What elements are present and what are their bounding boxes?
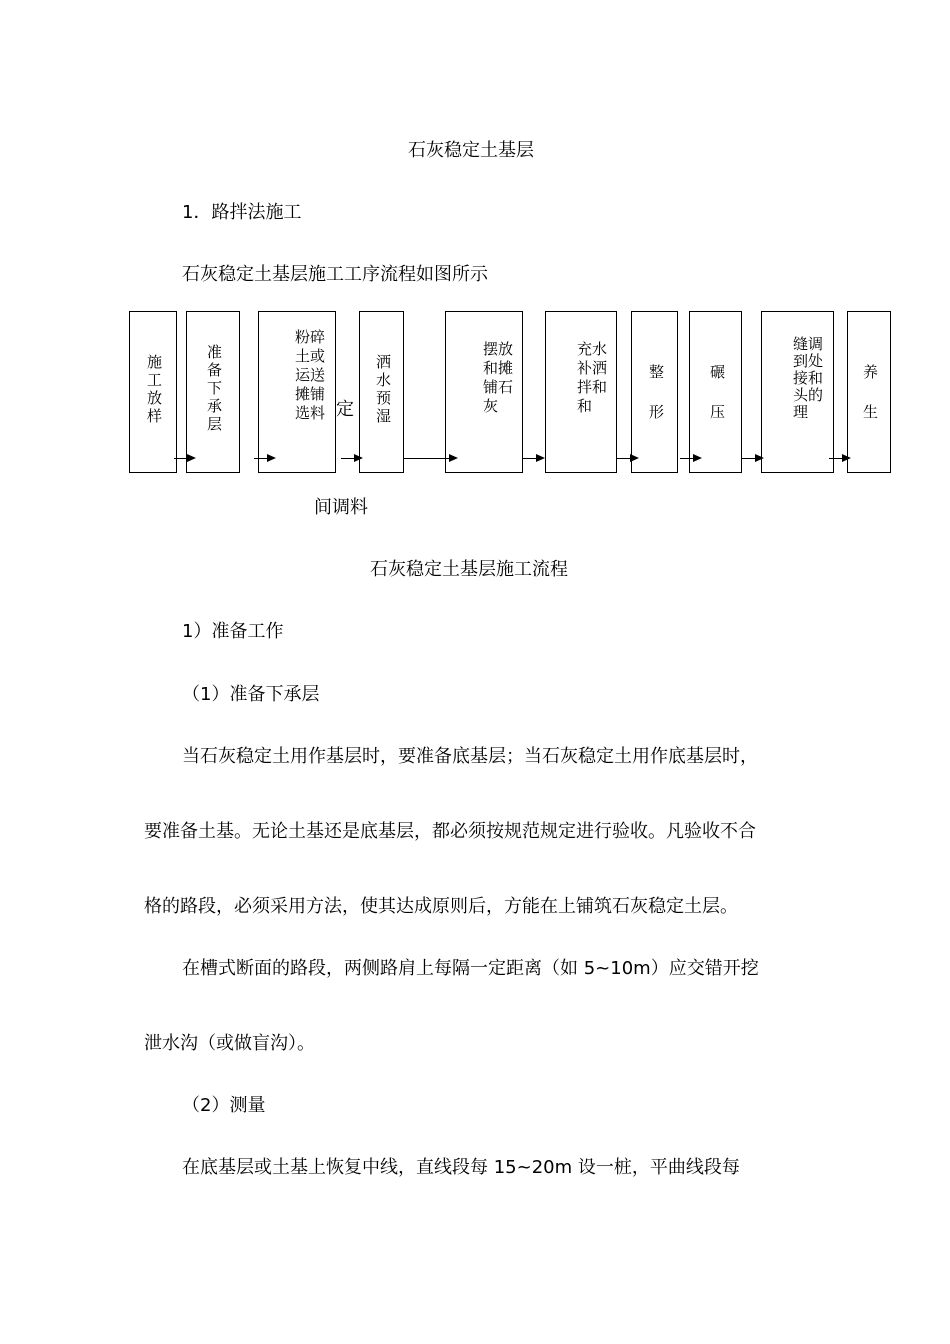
- flow-step-label: 准备下承层: [205, 344, 223, 434]
- flow-step-label: 摆放和摊铺石灰: [483, 340, 514, 415]
- flow-arrow: [742, 458, 762, 459]
- flow-step-label: 整 形: [647, 364, 665, 429]
- doc-title: 石灰稳定土基层: [408, 140, 534, 161]
- section-heading: 1．路拌法施工: [182, 202, 302, 223]
- flow-step-box: [445, 311, 523, 473]
- paragraph-line: 在槽式断面的路段，两侧路肩上每隔一定距离（如 5~10m）应交错开挖: [182, 958, 759, 979]
- flow-step-box: [545, 311, 617, 473]
- paragraph-line: 泄水沟（或做盲沟）。: [144, 1033, 315, 1054]
- flow-step-label: 施工放样: [145, 354, 163, 426]
- flow-arrow: [829, 458, 849, 459]
- flow-step-label: 粉碎土或运送摊铺选料: [295, 328, 326, 422]
- flow-arrow: [617, 458, 637, 459]
- flow-step-box: [186, 311, 240, 473]
- paragraph-line: 当石灰稳定土用作基层时，要准备底基层；当石灰稳定土用作底基层时，: [182, 746, 758, 767]
- flow-caption: 石灰稳定土基层施工流程: [370, 559, 568, 580]
- flow-arrow: [680, 458, 700, 459]
- subheading-underlayer: （1）准备下承层: [182, 684, 320, 705]
- flow-step-label: 养 生: [861, 364, 879, 429]
- flow-step-label: 碾 压: [708, 364, 726, 429]
- flow-step-box: [631, 311, 678, 473]
- overlapping-fragment: 定: [336, 399, 354, 420]
- paragraph-line: 在底基层或土基上恢复中线，直线段每 15~20m 设一桩，平曲线段每: [182, 1157, 740, 1178]
- flow-step-label: 缝调到处接和头的理: [793, 335, 824, 421]
- flow-intro: 石灰稳定土基层施工工序流程如图所示: [182, 264, 488, 285]
- flow-arrow: [254, 458, 274, 459]
- flow-arrow: [174, 458, 194, 459]
- flow-step-box: [761, 311, 834, 473]
- flow-arrow: [523, 458, 543, 459]
- paragraph-line: 要准备土基。无论土基还是底基层，都必须按规范规定进行验收。凡验收不合: [144, 821, 756, 842]
- subheading-survey: （2）测量: [182, 1095, 266, 1116]
- flow-step-box: [689, 311, 742, 473]
- flow-step-box: [359, 311, 404, 473]
- flow-note: 间调料: [314, 497, 368, 518]
- paragraph-line: 格的路段，必须采用方法，使其达成原则后，方能在上铺筑石灰稳定土层。: [144, 896, 738, 917]
- flow-step-box: [847, 311, 891, 473]
- subheading-prep: 1）准备工作: [182, 621, 284, 642]
- flow-arrow: [404, 458, 456, 459]
- flow-step-box: [258, 311, 336, 473]
- flow-arrow: [341, 458, 361, 459]
- flow-step-label: 洒水预湿: [374, 354, 392, 426]
- flow-step-label: 充水补洒拌和和: [577, 340, 608, 415]
- flow-step-box: [129, 311, 177, 473]
